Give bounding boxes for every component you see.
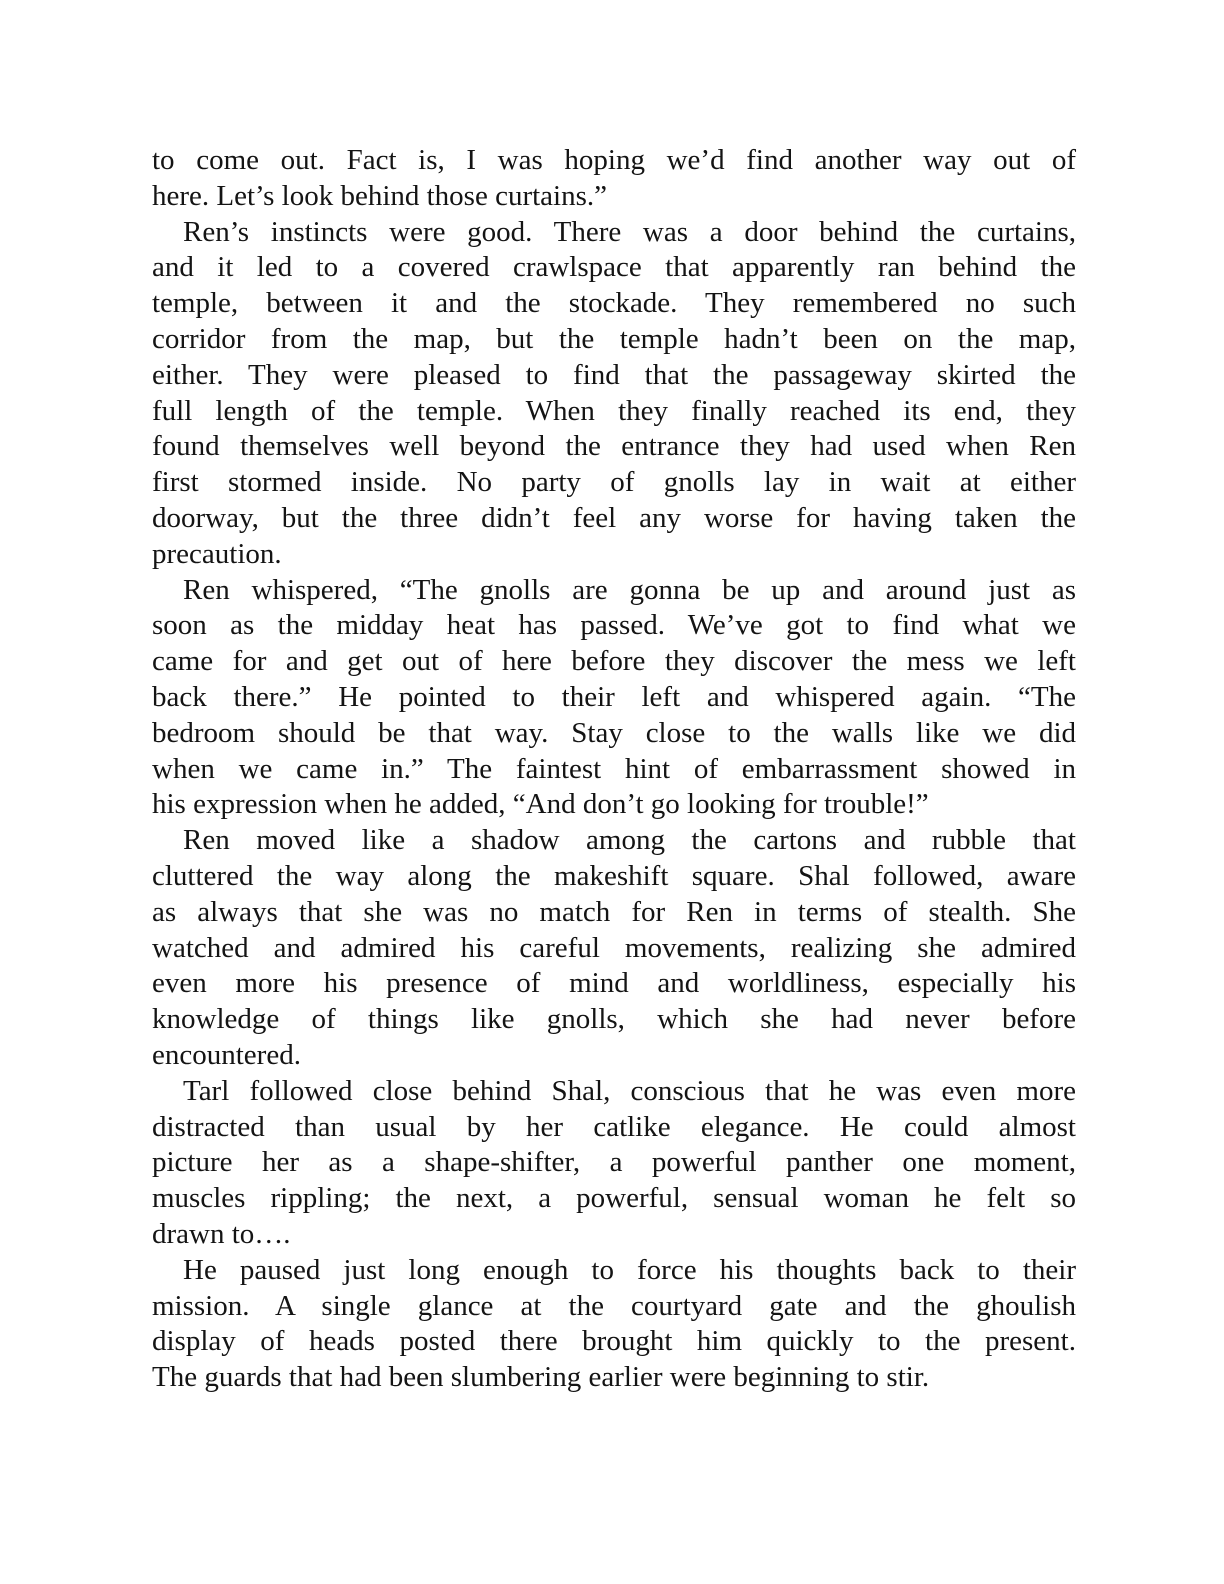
text-line: back there.” He pointed to their left and whispered again. “The (152, 680, 1076, 713)
text-line: display of heads posted there brought him quickly to the present. (152, 1325, 1076, 1358)
text-line: bedroom should be that way. Stay close to the walls like we did (152, 716, 1076, 749)
text-line: mission. A single glance at the courtyard gate and the ghoulish (152, 1289, 1076, 1322)
text-line: as always that she was no match for Ren in terms of stealth. She (152, 895, 1076, 928)
text-line: soon as the midday heat has passed. We’ve got to find what we (152, 609, 1076, 642)
text-line: He paused just long enough to force his thoughts back to their (183, 1253, 1076, 1286)
text-line: found themselves well beyond the entrance they had used when Ren (152, 430, 1076, 463)
text-line: even more his presence of mind and worldliness, especially his (152, 967, 1076, 1000)
text-line: doorway, but the three didn’t feel any worse for having taken the (152, 501, 1076, 534)
text-line: came for and get out of here before they discover the mess we left (152, 645, 1076, 678)
text-line: Ren whispered, “The gnolls are gonna be up and around just as (183, 573, 1076, 606)
text-line: corridor from the map, but the temple hadn’t been on the map, (152, 322, 1076, 355)
page-text (152, 143, 1076, 1396)
text-line: temple, between it and the stockade. They remembered no such (152, 287, 1076, 320)
text-line: full length of the temple. When they finally reached its end, they (152, 394, 1076, 427)
text-line: Tarl followed close behind Shal, conscious that he was even more (183, 1074, 1076, 1107)
text-line: and it led to a covered crawlspace that apparently ran behind the (152, 251, 1076, 284)
text-line: first stormed inside. No party of gnolls lay in wait at either (152, 466, 1076, 499)
text-line: either. They were pleased to find that the passageway skirted the (152, 358, 1076, 391)
text-line: watched and admired his careful movements, realizing she admired (152, 931, 1076, 964)
text-line: to come out. Fact is, I was hoping we’d find another way out of (152, 144, 1076, 176)
text-line: Ren moved like a shadow among the cartons and rubble that (183, 824, 1076, 857)
text-line: The guards that had been slumbering earlier were beginning to stir. (152, 1361, 930, 1394)
text-line: his expression when he added, “And don’t go looking for trouble!” (152, 788, 929, 821)
text-line: muscles rippling; the next, a powerful, sensual woman he felt so (152, 1182, 1076, 1215)
text-line: picture her as a shape-shifter, a powerful panther one moment, (152, 1146, 1076, 1179)
text-line: drawn to…. (152, 1217, 291, 1250)
text-line: distracted than usual by her catlike elegance. He could almost (152, 1110, 1076, 1143)
text-line: knowledge of things like gnolls, which she had never before (152, 1003, 1076, 1036)
text-line: precaution. (152, 537, 282, 570)
text-line: encountered. (152, 1038, 301, 1071)
text-line: cluttered the way along the makeshift square. Shal followed, aware (152, 859, 1076, 892)
text-line: here. Let’s look behind those curtains.” (152, 179, 608, 212)
text-line: Ren’s instincts were good. There was a door behind the curtains, (183, 215, 1076, 248)
text-line: when we came in.” The faintest hint of embarrassment showed in (152, 752, 1076, 785)
